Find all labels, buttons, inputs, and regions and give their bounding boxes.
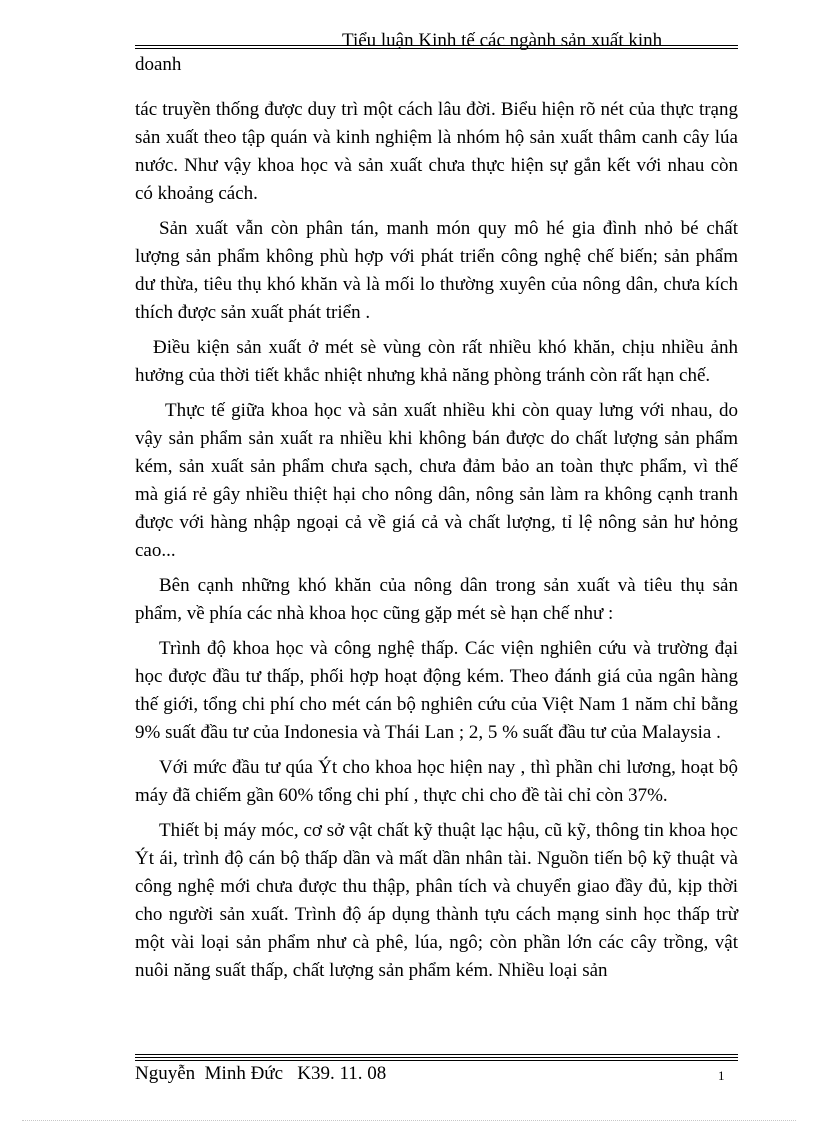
- footer-rule: [135, 1060, 738, 1061]
- footer-rule: [135, 1057, 738, 1058]
- paragraph: Bên cạnh những khó khăn của nông dân trong sản xuất và tiêu thụ sản phẩm, về phía các nhà khoa học cũng gặp mét sè hạn chế như :: [135, 575, 738, 624]
- page-number: 1: [718, 1068, 725, 1083]
- paragraph: Thiết bị máy móc, cơ sở vật chất kỹ thuật lạc hậu, cũ kỹ, thông tin khoa học Ýt ái, trình độ cán bộ thấp dần và mất dần nhân tài. Nguồn tiến bộ kỹ thuật và công nghệ mới chưa được thu thập, phân tích và chuyển giao đầy đủ, kịp thời cho người sản xuất. Trình độ áp dụng thành tựu cách mạng sinh học thấp trừ một vài loại sản phẩm như cà phê, lúa, ngô; còn phần lớn các cây trồng, vật nuôi năng suất thấp, chất lượng sản phẩm kém. Nhiều loại sản: [135, 820, 738, 981]
- header-title: Tiểu luận Kinh tế các ngành sản xuất kinh: [342, 30, 663, 51]
- paragraph: Với mức đầu tư qúa Ýt cho khoa học hiện nay , thì phần chi lương, hoạt bộ máy đã chiếm gần 60% tổng chi phí , thực chi cho đề tài chỉ còn 37%.: [135, 757, 738, 806]
- page-bottom-edge: [22, 1120, 796, 1121]
- footer-rule: [135, 1054, 738, 1055]
- header-rule: [135, 45, 738, 46]
- footer-author: Nguyễn Minh Đức K39. 11. 08: [135, 1063, 387, 1084]
- document-body: [135, 96, 738, 992]
- paragraph: Điều kiện sản xuất ở mét sè vùng còn rất nhiều khó khăn, chịu nhiều ảnh hưởng của thời tiết khắc nhiệt nhưng khả năng phòng tránh còn rất hạn chế.: [135, 337, 738, 386]
- header-title-continuation: doanh: [135, 54, 182, 75]
- header-rule: [135, 48, 738, 49]
- paragraph: Thực tế giữa khoa học và sản xuất nhiều khi còn quay lưng với nhau, do vậy sản phẩm sản xuất ra nhiều khi không bán được do chất lượng sản phẩm kém, sản xuất sản phẩm chưa sạch, chưa đảm bảo an toàn thực phẩm, vì thế mà giá rẻ gây nhiều thiệt hại cho nông dân, nông sản làm ra không cạnh tranh được với hàng nhập ngoại cả về giá cả và chất lượng, tỉ lệ nông sản hư hỏng cao...: [135, 400, 738, 561]
- paragraph: Sản xuất vẫn còn phân tán, manh món quy mô hé gia đình nhỏ bé chất lượng sản phẩm không phù hợp với phát triển công nghệ chế biến; sản phẩm dư thừa, tiêu thụ khó khăn và là mối lo thường xuyên của nông dân, chưa kích thích được sản xuất phát triển .: [135, 218, 738, 323]
- paragraph: Trình độ khoa học và công nghệ thấp. Các viện nghiên cứu và trường đại học được đầu tư thấp, phối hợp hoạt động kém. Theo đánh giá của ngân hàng thế giới, tổng chi phí cho mét cán bộ nghiên cứu của Việt Nam 1 năm chỉ bằng 9% suất đầu tư của Indonesia và Thái Lan ; 2, 5 % suất đầu tư của Malaysia .: [135, 638, 738, 743]
- paragraph: tác truyền thống được duy trì một cách lâu đời. Biểu hiện rõ nét của thực trạng sản xuất theo tập quán và kinh nghiệm là nhóm hộ sản xuất thâm canh cây lúa nước. Như vậy khoa học và sản xuất chưa thực hiện sự gắn kết với nhau còn có khoảng cách.: [135, 99, 738, 204]
